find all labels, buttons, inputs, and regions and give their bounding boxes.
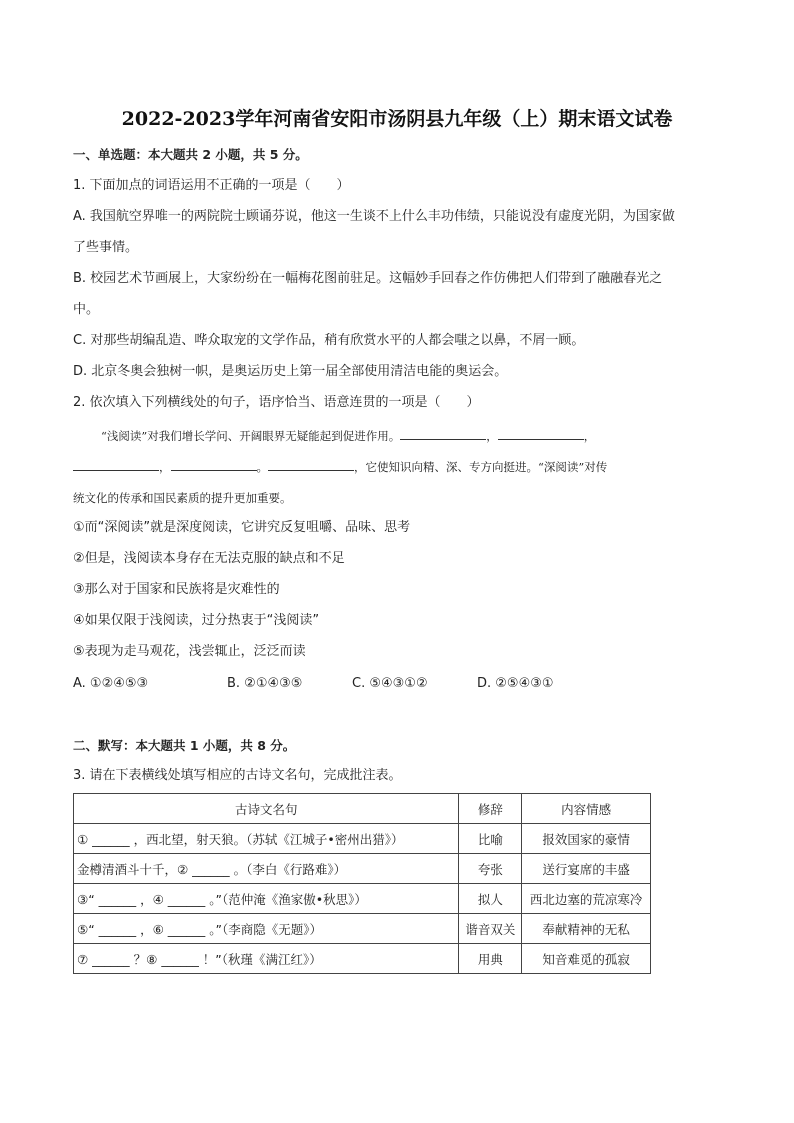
fill-blank[interactable] [171,458,257,471]
cell-rhetoric: 夸张 [459,854,522,884]
q2-sentence-2: ②但是，浅阅读本身存在无法克服的缺点和不足 [73,551,345,566]
section-heading-single-choice: 一、单选题：本大题共 2 小题，共 5 分。 [73,147,308,162]
q2-option-a[interactable]: A. ①②④⑤③ [73,676,149,691]
q2-sentence-4: ④如果仅限于浅阅读，过分热衷于“浅阅读” [73,613,320,628]
table-row [74,944,651,974]
cell-emotion: 奉献精神的无私 [522,914,651,944]
q2-option-b[interactable]: B. ②①④③⑤ [227,676,303,691]
cell-poem-line[interactable]: 金樽清酒斗十千，② ______ 。（李白《行路难》） [74,854,459,884]
separator: ， [583,429,596,443]
cell-rhetoric: 拟人 [459,884,522,914]
table-row [74,824,651,854]
q3-stem: 3. 请在下表横线处填写相应的古诗文名句，完成批注表。 [73,768,402,783]
separator: 。 [256,460,268,474]
q1-option-b-line1: B. 校园艺术节画展上，大家纷纷在一幅梅花图前驻足。这幅妙手回春之作仿佛把人们带到了融融春光之 [73,271,663,286]
q1-option-c: C. 对那些胡编乱造、哗众取宠的文学作品，稍有欣赏水平的人都会嗤之以鼻，不屑一顾。 [73,333,585,348]
exam-title: 2022-2023学年河南省安阳市汤阴县九年级（上）期末语文试卷 [121,108,673,130]
q2-option-d[interactable]: D. ②⑤④③① [477,676,554,691]
fill-blank[interactable] [400,427,486,440]
cell-rhetoric: 比喻 [459,824,522,854]
separator: ， [486,429,498,443]
cell-rhetoric: 用典 [459,944,522,974]
header-rhetoric: 修辞 [459,794,522,824]
q2-sentence-1: ①而“深阅读”就是深度阅读，它讲究反复咀嚼、品味、思考 [73,520,411,535]
cell-poem-line[interactable]: ⑤“ ______ ，⑥ ______ 。”（李商隐《无题》） [74,914,459,944]
cell-rhetoric: 谐音双关 [459,914,522,944]
table-header-row [74,794,651,824]
q1-option-a-line2: 了些事情。 [73,240,139,255]
table-row [74,914,651,944]
passage-text: ，它使知识向精、深、专方向挺进。“深阅读”对传 [354,460,608,474]
q2-option-c[interactable]: C. ⑤④③①② [352,676,428,691]
q2-passage-line3: 统文化的传承和国民素质的提升更加重要。 [73,491,292,505]
q2-passage-line1 [73,421,751,452]
cell-poem-line[interactable]: ③“ ______ ，④ ______ 。”（范仲淹《渔家傲•秋思》） [74,884,459,914]
table-row [74,884,651,914]
annotation-table [73,793,651,974]
cell-poem-line[interactable]: ① ______ ，西北望，射天狼。（苏轼《江城子•密州出猎》） [74,824,459,854]
cell-poem-line[interactable]: ⑦ ______ ？⑧ ______ ！”（秋瑾《满江红》） [74,944,459,974]
cell-emotion: 知音难觅的孤寂 [522,944,651,974]
fill-blank[interactable] [268,458,354,471]
cell-emotion: 报效国家的豪情 [522,824,651,854]
fill-blank[interactable] [498,427,584,440]
header-poem-lines: 古诗文名句 [74,794,459,824]
cell-emotion: 西北边塞的荒凉寒冷 [522,884,651,914]
q2-passage-line2 [73,452,723,483]
q2-stem: 2. 依次填入下列横线处的句子，语序恰当、语意连贯的一项是（ ） [73,395,480,410]
q1-option-d: D. 北京冬奥会独树一帜，是奥运历史上第一届全部使用清洁电能的奥运会。 [73,364,508,379]
q1-option-b-line2: 中。 [73,302,100,317]
q2-sentence-3: ③那么对于国家和民族将是灾难性的 [73,582,280,597]
table-row [74,854,651,884]
header-emotion: 内容情感 [522,794,651,824]
separator: ， [159,460,171,474]
fill-blank[interactable] [73,458,159,471]
section-heading-dictation: 二、默写：本大题共 1 小题，共 8 分。 [73,738,296,753]
passage-text: “浅阅读”对我们增长学问、开阔眼界无疑能起到促进作用。 [101,429,401,443]
q1-stem: 1. 下面加点的词语运用不正确的一项是（ ） [73,178,350,193]
q1-option-a-line1: A. 我国航空界唯一的两院院士顾诵芬说，他这一生谈不上什么丰功伟绩，只能说没有虚度光阴，为国家做 [73,209,675,224]
cell-emotion: 送行宴席的丰盛 [522,854,651,884]
q2-sentence-5: ⑤表现为走马观花，浅尝辄止，泛泛而读 [73,644,306,659]
q2-options [73,675,673,693]
